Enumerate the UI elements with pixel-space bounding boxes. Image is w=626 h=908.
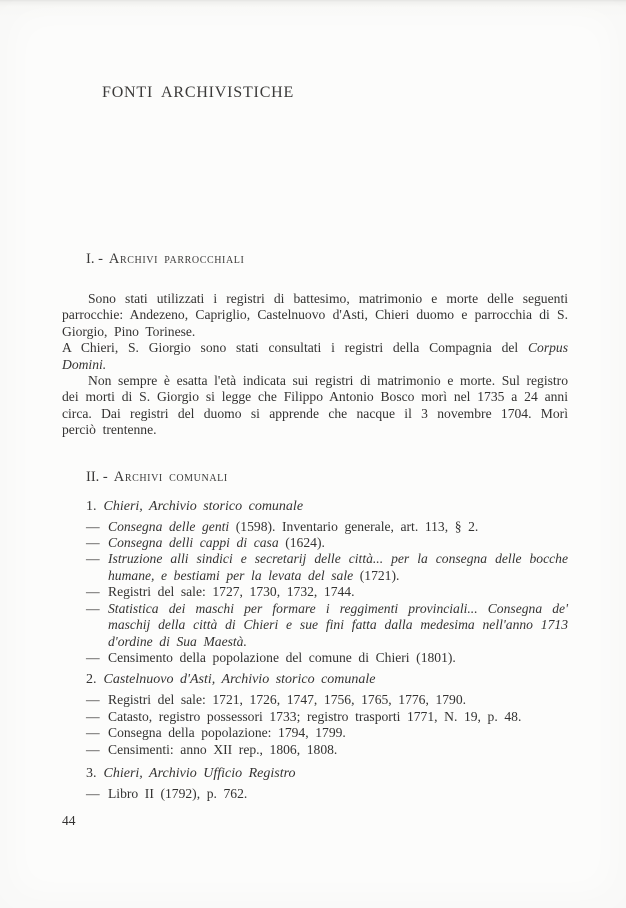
item-text-roman: (1624). <box>278 535 325 551</box>
em-dash-marker: — <box>86 584 100 600</box>
list-item <box>62 786 568 802</box>
item-text-roman: Libro II (1792), p. 762. <box>108 785 248 801</box>
em-dash-marker: — <box>86 600 100 616</box>
list-item <box>62 535 568 551</box>
em-dash-marker: — <box>86 692 100 708</box>
em-dash-marker: — <box>86 785 100 801</box>
subsection-title: Castelnuovo d'Asti, Archivio storico comunale <box>103 672 376 688</box>
section-number: II. - <box>86 468 108 485</box>
subsection-title: Chieri, Archivio storico comunale <box>103 498 304 514</box>
subsection-heading-castelnuovo <box>86 671 568 688</box>
em-dash-marker: — <box>86 535 100 551</box>
list-item <box>62 650 568 666</box>
em-dash-marker: — <box>86 649 100 665</box>
list-item <box>62 551 568 584</box>
item-text-roman: Censimenti: anno XII rep., 1806, 1808. <box>108 741 338 757</box>
item-title-italic: Istruzione alli sindici e secretarij delle città... per la consegna delle bocche humane, e bestiami per la levata del sale <box>108 551 568 583</box>
em-dash-marker: — <box>86 551 100 567</box>
subsection-title: Chieri, Archivio Ufficio Registro <box>103 765 296 781</box>
list-item <box>62 709 568 725</box>
item-title-italic: Consegna delle genti <box>108 518 230 534</box>
subsection-number: 3. <box>86 765 97 781</box>
section-heading-archivi-comunali <box>86 469 568 486</box>
section-number: I. - <box>86 251 103 267</box>
list-item <box>62 519 568 535</box>
subsection-number: 2. <box>86 672 97 688</box>
text-block <box>62 0 568 829</box>
item-text-roman: Catasto, registro possessori 1733; registro trasporti 1771, N. 19, p. 48. <box>108 708 522 724</box>
item-text-roman: Registri del sale: 1727, 1730, 1732, 1744. <box>108 584 355 600</box>
paragraph-registers-used: Sono stati utilizzati i registri di battesimo, matrimonio e morte delle seguenti parrocchie: Andezeno, Capriglio, Castelnuovo d'Asti, Chieri duomo e parrocchia di S. Giorgio, Pino Torinese. <box>62 291 568 339</box>
subsection-heading-chieri-storico <box>86 498 568 515</box>
section-heading-archivi-parrocchiali <box>86 251 568 268</box>
paragraph-corpus-domini <box>62 340 568 373</box>
item-text-roman: Censimento della popolazione del comune di Chieri (1801). <box>108 649 456 665</box>
list-item <box>62 742 568 758</box>
item-text-roman: Registri del sale: 1721, 1726, 1747, 1756, 1765, 1776, 1790. <box>108 692 467 708</box>
em-dash-marker: — <box>86 725 100 741</box>
paragraph-corpus-domini-roman: A Chieri, S. Giorgio sono stati consultati i registri della Compagnia del <box>62 340 528 356</box>
item-list-ufficio-registro <box>62 786 568 802</box>
list-item <box>62 601 568 650</box>
item-text-roman: (1721). <box>353 567 400 583</box>
list-item <box>62 725 568 741</box>
item-text-roman: (1598). Inventario generale, art. 113, § 2. <box>229 518 479 534</box>
section-name: Archivi comunali <box>113 468 228 485</box>
paragraph-corpus-domini-italic: Corpus Domini. <box>62 340 568 372</box>
em-dash-marker: — <box>86 708 100 724</box>
page-title: FONTI ARCHIVISTICHE <box>102 84 295 101</box>
em-dash-marker: — <box>86 518 100 534</box>
item-title-italic: Consegna delli cappi di casa <box>108 535 279 551</box>
section-name: Archivi parrocchiali <box>108 251 245 267</box>
item-list-castelnuovo <box>62 692 568 758</box>
item-text-roman: Consegna della popolazione: 1794, 1799. <box>108 725 346 741</box>
paragraph-age-accuracy: Non sempre è esatta l'età indicata sui registri di matrimonio e morte. Sul registro dei morti di S. Giorgio si legge che Filippo Antonio Bosco morì nel 1735 a 24 anni circa. Dai registri del duomo si apprende che nacque il 3 novembre 1704. Morì perciò trentenne. <box>62 373 568 438</box>
subsection-heading-ufficio-registro <box>86 765 568 782</box>
subsection-number: 1. <box>86 498 97 514</box>
item-title-italic: Statistica dei maschi per formare i reggimenti provinciali... Consegna de' maschij della città di Chieri e sue fini fatta dalla medesima nell'anno 1713 d'ordine di Sua Maestà. <box>108 600 568 649</box>
list-item <box>62 692 568 708</box>
page-number: 44 <box>62 813 76 829</box>
list-item <box>62 584 568 600</box>
em-dash-marker: — <box>86 741 100 757</box>
item-list-chieri-storico <box>62 519 568 667</box>
